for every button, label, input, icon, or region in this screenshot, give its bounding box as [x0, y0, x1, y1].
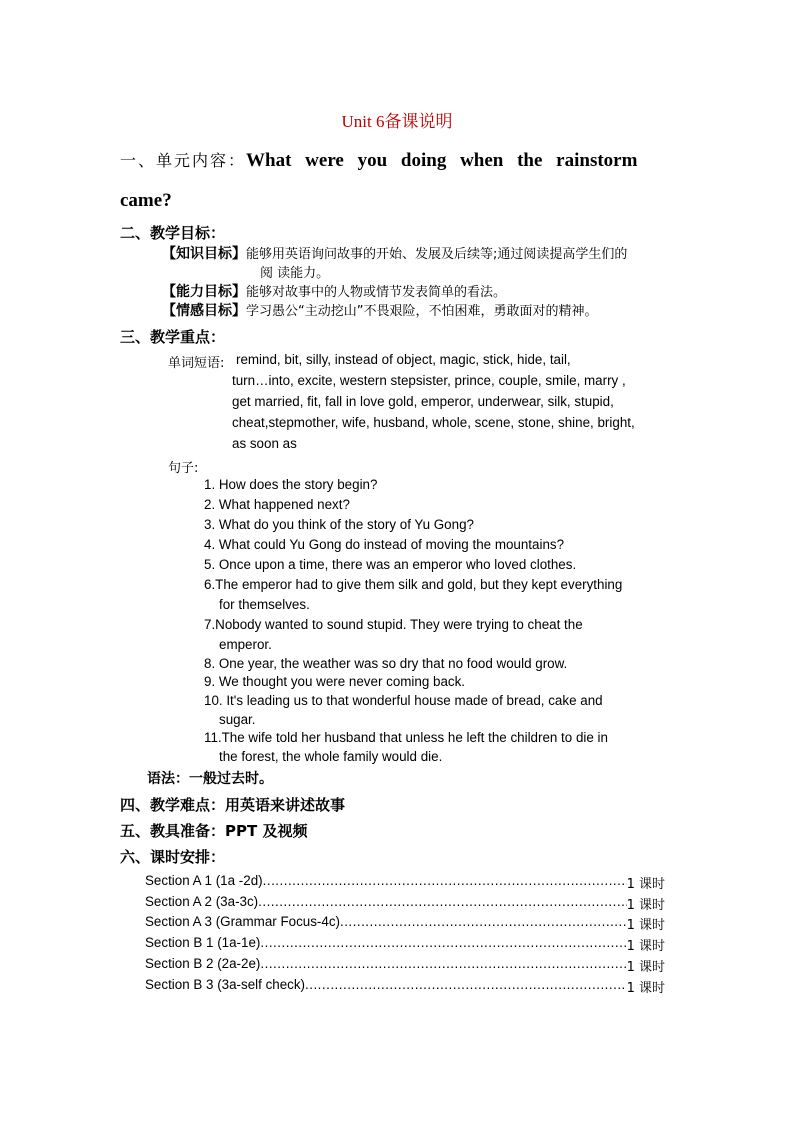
- sentence-item-cont: sugar.: [219, 712, 256, 727]
- schedule-hours: 1 课时: [626, 981, 665, 996]
- schedule-row: [145, 914, 665, 933]
- ability-text: 能够对故事中的人物或情节发表简单的看法。: [246, 285, 507, 300]
- difficulty-heading: 四、教学难点：用英语来讲述故事: [120, 796, 346, 814]
- schedule-section: Section B 2 (2a-2e): [145, 956, 261, 971]
- vocab-label: 单词短语:: [168, 356, 225, 371]
- schedule-section: Section A 2 (3a-3c): [145, 894, 259, 909]
- schedule-section: Section B 3 (3a-self check): [145, 977, 306, 992]
- sentence-item-cont: emperor.: [219, 637, 272, 652]
- sentence-item-cont: for themselves.: [219, 597, 310, 612]
- emotion-text: 学习愚公“主动挖山”不畏艰险，不怕困难，勇敢面对的精神。: [246, 304, 598, 319]
- sentence-item: 1. How does the story begin?: [204, 477, 378, 492]
- ability-objective: [162, 281, 506, 301]
- ability-label: 【能力目标】: [162, 284, 246, 300]
- sentence-item: 3. What do you think of the story of Yu Gong?: [204, 517, 474, 532]
- sentence-item: 8. One year, the weather was so dry that no food would grow.: [204, 656, 568, 671]
- unit-content-line2: came?: [120, 190, 172, 211]
- objectives-heading: 二、教学目标：: [120, 224, 226, 242]
- schedule-row: [145, 873, 665, 892]
- leader-dots: [258, 894, 626, 913]
- leader-dots: [260, 935, 626, 954]
- knowledge-text: 能够用英语询问故事的开始、发展及后续等;通过阅读提高学生们的: [246, 247, 628, 262]
- unit-content-label: 一、单元内容：: [120, 151, 247, 170]
- leader-dots: [340, 914, 627, 933]
- knowledge-label: 【知识目标】: [162, 246, 246, 262]
- schedule-hours: 1 课时: [626, 898, 665, 913]
- sentence-item: 5. Once upon a time, there was an emperor who loved clothes.: [204, 557, 577, 572]
- knowledge-text-cont: 阅 读能力。: [260, 266, 330, 281]
- sentence-label: 句子:: [168, 461, 199, 476]
- schedule-section: Section A 1 (1a -2d): [145, 873, 263, 888]
- leader-dots: [260, 956, 626, 975]
- schedule-row: [145, 977, 665, 996]
- sentence-item-cont: the forest, the whole family would die.: [219, 749, 443, 764]
- leader-dots: [305, 977, 627, 996]
- sentence-item: 10. It's leading us to that wonderful house made of bread, cake and: [204, 693, 603, 708]
- leader-dots: [263, 873, 627, 892]
- vocab-line: cheat,stepmother, wife, husband, whole, scene, stone, shine, bright,: [232, 415, 635, 430]
- vocab-line: as soon as: [232, 436, 297, 451]
- vocab-line: remind, bit, silly, instead of object, magic, stick, hide, tail,: [236, 352, 571, 367]
- sentence-item: 9. We thought you were never coming back.: [204, 674, 466, 689]
- schedule-hours: 1 课时: [626, 939, 665, 954]
- sentence-item: 6.The emperor had to give them silk and gold, but they kept everything: [204, 577, 623, 592]
- unit-content-line1: [120, 148, 637, 172]
- key-points-heading: 三、教学重点：: [120, 328, 226, 346]
- page-title: Unit 6备课说明: [341, 112, 453, 131]
- grammar-note: 语法：一般过去时。: [147, 771, 273, 787]
- vocab-line: get married, fit, fall in love gold, emperor, underwear, silk, stupid,: [232, 394, 614, 409]
- schedule-hours: 1 课时: [626, 918, 665, 933]
- schedule-hours: 1 课时: [626, 960, 665, 975]
- sentence-item: 4. What could Yu Gong do instead of moving the mountains?: [204, 537, 565, 552]
- emotion-label: 【情感目标】: [162, 303, 246, 319]
- schedule-row: [145, 956, 665, 975]
- schedule-row: [145, 894, 665, 913]
- knowledge-objective: [162, 243, 627, 263]
- schedule-hours: 1 课时: [626, 877, 665, 892]
- schedule-section: Section A 3 (Grammar Focus-4c): [145, 914, 340, 929]
- unit-content-text: What were you doing when the rainstorm: [246, 150, 638, 171]
- vocab-line: turn…into, excite, western stepsister, prince, couple, smile, marry ,: [232, 373, 626, 388]
- schedule-heading: 六、课时安排：: [120, 848, 226, 866]
- emotion-objective: [162, 300, 597, 320]
- sentence-item: 11.The wife told her husband that unless he left the children to die in: [204, 730, 608, 745]
- sentence-item: 2. What happened next?: [204, 497, 350, 512]
- sentence-item: 7.Nobody wanted to sound stupid. They were trying to cheat the: [204, 617, 583, 632]
- schedule-row: [145, 935, 665, 954]
- materials-heading: 五、教具准备：PPT 及视频: [120, 822, 308, 840]
- schedule-section: Section B 1 (1a-1e): [145, 935, 261, 950]
